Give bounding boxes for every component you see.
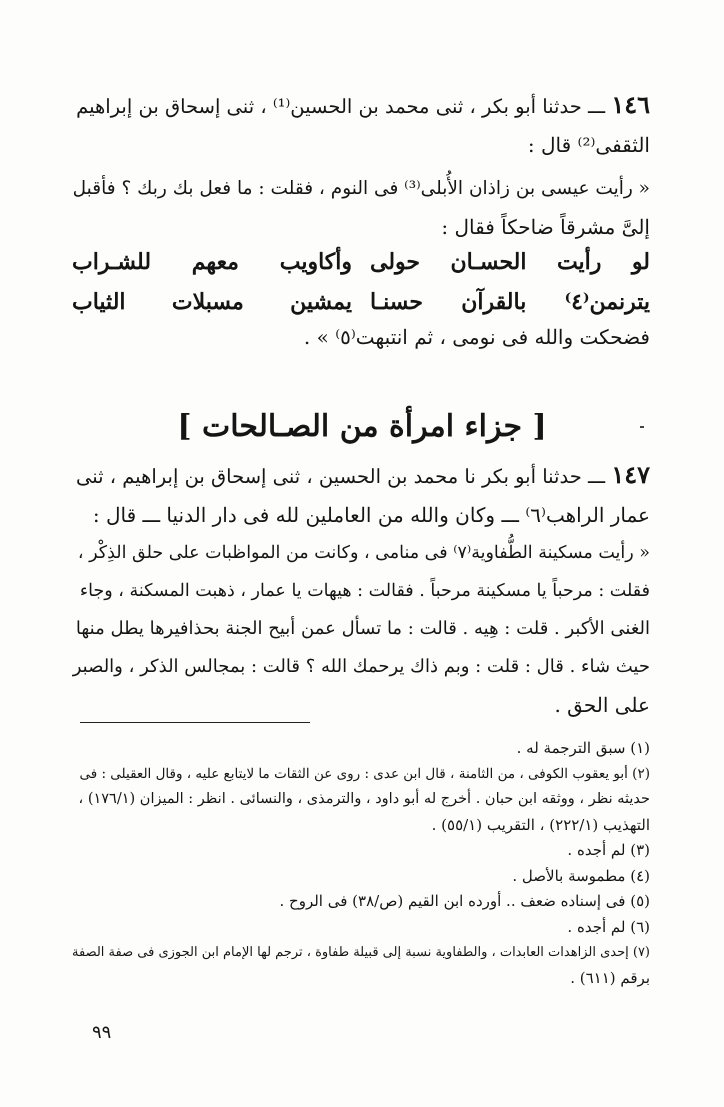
verse-2 — [72, 282, 650, 322]
hemistich-second: وأكاويب معهم للشـراب — [72, 249, 352, 275]
entry-146 — [72, 86, 650, 164]
entry-line: الثقفى⁽²⁾ قال : — [527, 133, 650, 157]
paragraph-line: الغنى الأكبر . قلت : هِيه . قالت : ما تسأل عمن أبيح الجنة بحذافيرها يطل منها — [75, 618, 650, 639]
dream-146 — [72, 170, 650, 246]
poem — [72, 242, 650, 322]
footnote: برقم (٦١١) . — [570, 968, 650, 987]
paragraph-line: « رأيت عيسى بن زاذان الأُبلى⁽³⁾ فى النوم ، فقلت : ما فعل بك ربك ؟ فأقبل — [72, 178, 650, 199]
entry-line: ١٤٧ ـــ حدثنا أبو بكر نا محمد بن الحسين ، ثنى إسحاق بن إبراهيم ، ثنى — [75, 460, 650, 489]
footnote: (٧) إحدى الزاهدات العابدات ، والطفاوية نسبة إلى قبيلة طفاوة ، ترجم لها الإمام ابن الجوزى فى صفة الصفة — [72, 945, 650, 960]
footnote-separator — [80, 722, 310, 723]
hemistich-second: يمشين مسبلات الثياب — [72, 289, 352, 315]
entry-147 — [72, 456, 650, 534]
footnote: (٢) أبو يعقوب الكوفى ، من الثامنة ، قال ابن عدى : روى عن الثقات ما لايتابع عليه ، وقال العقيلى : فى — [79, 765, 650, 782]
paragraph-line: على الحق . — [554, 693, 650, 717]
entry-line: ١٤٦ ـــ حدثنا أبو بكر ، ثنى محمد بن الحسين⁽¹⁾ ، ثنى إسحاق بن إبراهيم — [76, 90, 650, 119]
footnote: حديثه نظر ، ووثقه ابن حبان . أخرج له أبو داود ، والترمذى ، والنسائى . انظر : الميزان (١٧٦/١) ، — [78, 791, 650, 807]
page-number: ٩٩ — [92, 1022, 112, 1043]
entry-number: ١٤٦ — [611, 90, 650, 119]
section-heading: [ جزاء امرأة من الصـالحات ] — [177, 409, 547, 444]
paragraph-line: إلىَّ مشرقاً ضاحكاً فقال : — [441, 215, 650, 239]
footnotes — [70, 736, 650, 991]
verse-1 — [72, 242, 650, 282]
paragraph-line: فضحكت والله فى نومى ، ثم انتبهت⁽٥⁾ » . — [303, 325, 650, 349]
footnote: (٦) لم أجده . — [567, 917, 650, 936]
margin-mark — [640, 426, 644, 428]
hemistich-first: يترنمن⁽٤⁾ بالقرآن حسنـا — [370, 289, 650, 315]
closing-146 — [72, 318, 650, 356]
paragraph-line: « رأيت مسكينة الطُّفاوية⁽٧⁾ فى منامى ، وكانت من المواظبات على حلق الذِكْر ، — [77, 543, 650, 563]
footnote: (١) سبق الترجمة له . — [516, 739, 650, 757]
dream-147 — [72, 534, 650, 724]
footnote: (٣) لم أجده . — [567, 841, 650, 859]
footnote: (٥) فى إسناده ضعف .. أورده ابن القيم (ص/٣٨) فى الروح . — [279, 892, 650, 910]
entry-number: ١٤٧ — [611, 460, 650, 489]
footnote: (٤) مطموسة بالأصل . — [512, 866, 650, 885]
entry-line: عمار الراهب⁽٦⁾ ـــ وكان والله من العاملين لله فى دار الدنيا ـــ قال : — [92, 503, 650, 527]
paragraph-line: حيث شاء . قال : قلت : وبم ذاك يرحمك الله ؟ قالت : بمجالس الذكر ، والصبر — [72, 656, 650, 677]
footnote: التهذيب (٢٢٢/١) ، التقريب (٥٥/١) . — [431, 815, 650, 834]
paragraph-line: فقلت : مرحباً يا مسكينة مرحباً . فقالت : هيهات يا عمار ، ذهبت المسكنة ، وجاء — [79, 581, 650, 601]
hemistich-first: لو رأيت الحسـان حولى — [370, 249, 650, 275]
